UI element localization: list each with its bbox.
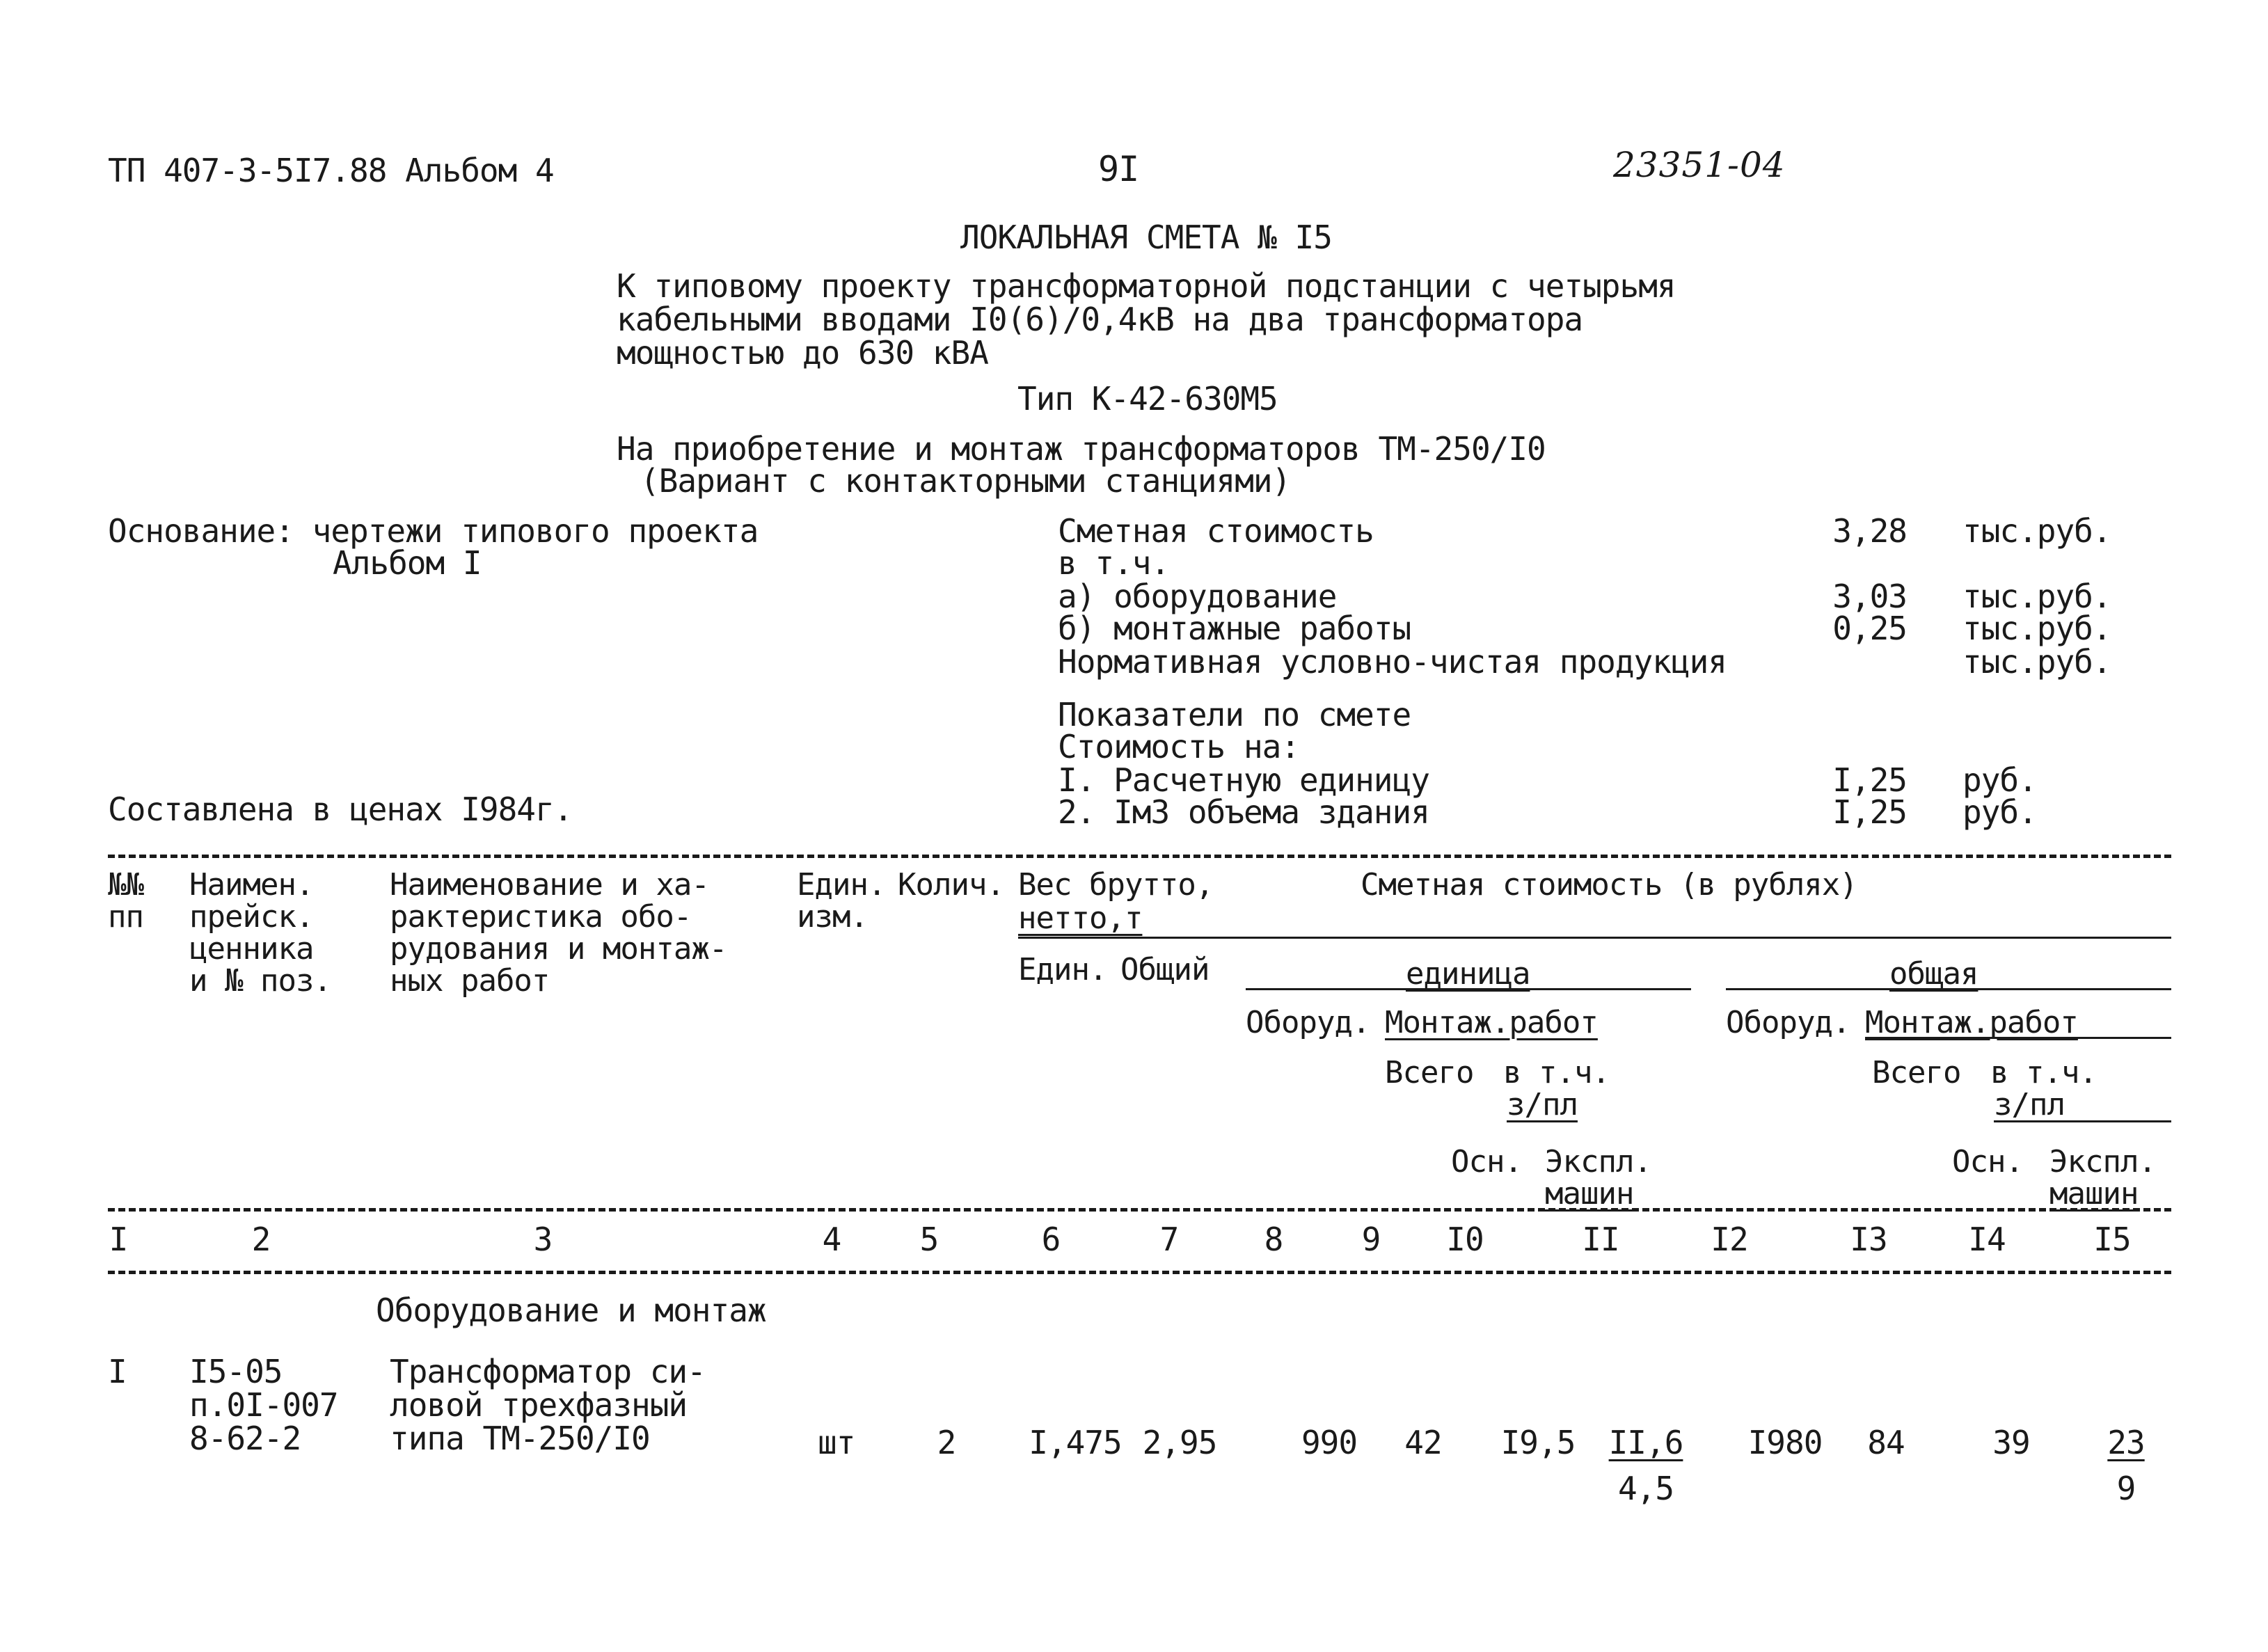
header-name-l2: рактеристика обо- (390, 899, 692, 935)
header-code-l1: Наимен. (189, 867, 314, 903)
equipment-label: а) оборудование (1058, 578, 1337, 615)
installation-unit: тыс.руб. (1962, 610, 2111, 647)
estimate-cost-label: Сметная стоимость (1058, 512, 1374, 550)
header-total-install: Монтаж.работ (1865, 1005, 2078, 1040)
header-total-wages-rule (1994, 1120, 2171, 1122)
header-total-wages: з/пл (1994, 1087, 2065, 1122)
header-total-incl: в т.ч. (1990, 1055, 2097, 1090)
row-total-machines-wages: 9 (2116, 1470, 2136, 1507)
header-unit-basic: Осн. (1451, 1144, 1522, 1180)
header-code-l2: прейск. (189, 899, 314, 935)
estimate-cost-value: 3,28 (1832, 512, 1907, 550)
header-code-l4: и № поз. (189, 963, 331, 999)
equipment-unit: тыс.руб. (1962, 578, 2111, 615)
table-top-rule (108, 855, 2171, 858)
price-basis: Составлена в ценах I984г. (108, 791, 573, 828)
header-num-l2: пп (108, 899, 143, 935)
row-name-line-2: ловой трехфазный (390, 1386, 688, 1424)
calc-unit-unit: руб. (1962, 761, 2037, 799)
column-number-11: II (1582, 1221, 1619, 1258)
subtitle-line-3: мощностью до 630 кВА (617, 334, 988, 372)
column-numbers-top-rule (108, 1208, 2171, 1212)
estimate-cost-unit: тыс.руб. (1962, 512, 2111, 550)
header-unit-equip: Оборуд. (1246, 1005, 1370, 1040)
cost-for-label: Стоимость на: (1058, 728, 1300, 765)
column-number-2: 2 (251, 1221, 271, 1258)
net-product-unit: тыс.руб. (1962, 643, 2111, 681)
basis-album: Альбом I (333, 544, 482, 582)
column-number-7: 7 (1159, 1221, 1179, 1258)
header-unit-install: Монтаж.работ (1385, 1005, 1598, 1040)
including-label: в т.ч. (1058, 544, 1170, 582)
row-total-machines: 23 (2107, 1424, 2145, 1461)
row-name-line-3: типа ТМ-250/I0 (390, 1420, 650, 1457)
section-title: Оборудование и монтаж (376, 1292, 766, 1329)
header-unit-all: Всего (1385, 1055, 1474, 1090)
header-per-unit-rule (1246, 988, 1691, 990)
net-product-label: Нормативная условно-чистая продукция (1058, 643, 1727, 681)
column-number-6: 6 (1041, 1221, 1061, 1258)
row-weight-unit: I,475 (1029, 1424, 1122, 1461)
page-number: 9I (1098, 149, 1139, 189)
substation-type: Тип К-42-630М5 (1017, 380, 1278, 418)
header-unit-l2: изм. (797, 899, 868, 935)
header-weight-l1: Вес брутто, (1018, 867, 1214, 903)
column-number-3: 3 (533, 1221, 553, 1258)
row-unit-machines: II,6 (1608, 1424, 1683, 1461)
indicators-label: Показатели по смете (1058, 696, 1411, 733)
column-number-9: 9 (1361, 1221, 1381, 1258)
column-number-4: 4 (822, 1221, 841, 1258)
header-unit-machines-l1: Экспл. (1545, 1144, 1651, 1180)
row-code-line-1: I5-05 (189, 1353, 283, 1390)
row-code-line-2: п.0I-007 (189, 1386, 338, 1424)
header-total-equip: Оборуд. (1726, 1005, 1850, 1040)
header-name-l3: рудования и монтаж- (390, 931, 727, 967)
installation-label: б) монтажные работы (1058, 610, 1411, 647)
volume-value: I,25 (1832, 793, 1907, 831)
row-quantity: 2 (937, 1424, 956, 1461)
header-cost-rule (1018, 937, 2171, 939)
row-code-line-3: 8-62-2 (189, 1420, 301, 1457)
basis-label: Основание: чертежи типового проекта (108, 512, 759, 550)
header-cost-title: Сметная стоимость (в рублях) (1361, 867, 1857, 903)
header-unit-l1: Един. (797, 867, 886, 903)
header-total-rule (1726, 988, 2171, 990)
equipment-value: 3,03 (1832, 578, 1907, 615)
volume-label: 2. Iм3 объема здания (1058, 793, 1429, 831)
purpose-line-1: На приобретение и монтаж трансформаторов ТМ-250/I0 (617, 430, 1546, 468)
row-number: I (108, 1353, 127, 1390)
calc-unit-label: I. Расчетную единицу (1058, 761, 1429, 799)
row-name-line-1: Трансформатор си- (390, 1353, 706, 1390)
column-number-8: 8 (1264, 1221, 1283, 1258)
handwritten-number: 23351-04 (1613, 145, 1786, 185)
volume-unit: руб. (1962, 793, 2037, 831)
subtitle-line-2: кабельными вводами I0(6)/0,4кВ на два трансформатора (617, 301, 1583, 338)
column-number-15: I5 (2093, 1221, 2131, 1258)
column-number-10: I0 (1446, 1221, 1484, 1258)
row-total-equipment: I980 (1747, 1424, 1823, 1461)
row-total-installation: 84 (1867, 1424, 1905, 1461)
column-number-12: I2 (1711, 1221, 1748, 1258)
header-weight-total: Общий (1120, 952, 1210, 987)
header-total-install-rule (1865, 1037, 2171, 1039)
header-num-l1: №№ (108, 867, 143, 903)
header-unit-incl: в т.ч. (1503, 1055, 1610, 1090)
header-name-l4: ных работ (390, 963, 550, 999)
header-total: общая (1889, 956, 1978, 992)
header-total-all: Всего (1872, 1055, 1961, 1090)
row-total-basic-wages: 39 (1992, 1424, 2030, 1461)
header-total-machines-l1: Экспл. (2049, 1144, 2156, 1180)
column-number-13: I3 (1850, 1221, 1887, 1258)
row-unit-basic-wages: I9,5 (1500, 1424, 1576, 1461)
header-per-unit: единица (1406, 956, 1530, 992)
purpose-line-2: (Вариант с контакторными станциями) (640, 462, 1291, 500)
column-numbers-bottom-rule (108, 1271, 2171, 1274)
header-weight-l2: нетто,т (1018, 900, 1143, 936)
column-number-5: 5 (919, 1221, 939, 1258)
header-weight-unit: Един. (1018, 952, 1107, 987)
installation-value: 0,25 (1832, 610, 1907, 647)
row-weight-total: 2,95 (1142, 1424, 1217, 1461)
document-code: ТП 407-3-5I7.88 Альбом 4 (108, 152, 554, 189)
column-number-14: I4 (1968, 1221, 2006, 1258)
header-total-basic: Осн. (1952, 1144, 2023, 1180)
row-unit-equipment: 990 (1301, 1424, 1358, 1461)
header-unit-wages: з/пл (1507, 1087, 1578, 1122)
row-unit: шт (818, 1424, 855, 1461)
header-qty: Колич. (898, 867, 1004, 903)
calc-unit-value: I,25 (1832, 761, 1907, 799)
row-unit-machines-wages: 4,5 (1617, 1470, 1674, 1507)
row-unit-installation: 42 (1404, 1424, 1442, 1461)
header-unit-machines-l2: машин (1545, 1176, 1634, 1212)
estimate-title: ЛОКАЛЬНАЯ СМЕТА № I5 (960, 219, 1332, 256)
header-name-l1: Наименование и ха- (390, 867, 709, 903)
column-number-1: I (109, 1221, 128, 1258)
header-code-l3: ценника (189, 931, 314, 967)
header-total-machines-l2: машин (2049, 1176, 2139, 1212)
subtitle-line-1: К типовому проекту трансформаторной подстанции с четырьмя (617, 267, 1676, 305)
